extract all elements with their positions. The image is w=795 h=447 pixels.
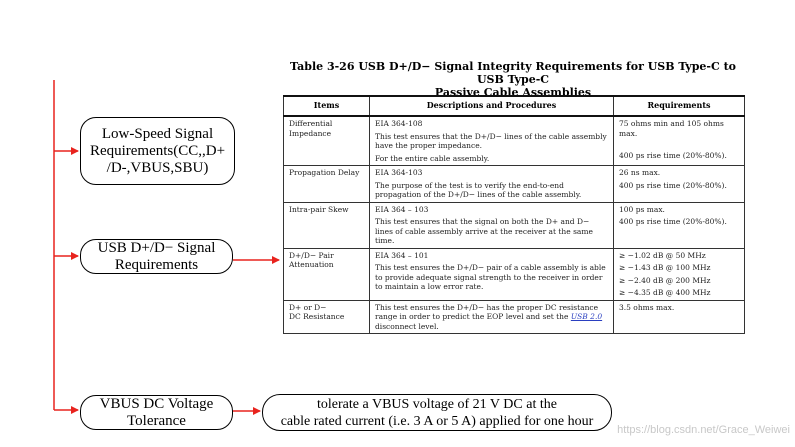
- row-desc: EIA 364-103: [375, 168, 423, 177]
- row-item-cell: [284, 116, 370, 166]
- row-req: 400 ps rise time (20%-80%).: [619, 151, 727, 160]
- node-tol-line-1: tolerate a VBUS voltage of 21 V DC at the: [317, 396, 557, 412]
- node-vbus-dc-voltage: [80, 395, 233, 430]
- row-req: 400 ps rise time (20%-80%).: [619, 180, 727, 190]
- row-item-cell: [284, 202, 370, 248]
- watermark-text: https://blog.csdn.net/Grace_Weiwei: [617, 424, 790, 436]
- row-req-cell: [614, 300, 745, 334]
- row-req: 75 ohms min and 105 ohms max.: [619, 119, 724, 138]
- row-item: D+ or D−: [289, 302, 327, 312]
- node-usb-dp-signal: [80, 239, 233, 274]
- row-desc: This test ensures that the D+/D− lines of the cable assembly have the proper impedance.: [375, 131, 607, 150]
- header-requirements: Requirements: [614, 96, 745, 116]
- row-item: Intra-pair Skew: [289, 204, 349, 214]
- row-item: Attenuation: [289, 260, 334, 269]
- row-desc: This test ensures that the signal on both the D+ and D− lines of cable assembly arrive at the receiver at the same time.: [375, 217, 593, 245]
- row-item: Impedance: [289, 128, 332, 138]
- row-req-cell: [614, 248, 745, 300]
- header-items: Items: [284, 96, 370, 116]
- node-dp-line-1: USB D+/D− Signal: [97, 239, 216, 256]
- row-desc-cell: [370, 248, 614, 300]
- table-row: [284, 202, 745, 248]
- row-desc: For the entire cable assembly.: [375, 153, 490, 163]
- node-low-line-1: Low-Speed Signal: [101, 125, 214, 142]
- table-title-line-1: Table 3-26 USB D+/D− Signal Integrity Requirements for USB Type-C to USB Type-C: [290, 60, 736, 86]
- row-req: ≥ −4.35 dB @ 400 MHz: [619, 288, 711, 297]
- row-desc: This test ensures the D+/D− has the proper DC resistance range in order to predict the EOP level and set the: [375, 302, 599, 321]
- row-desc-cell: [370, 300, 614, 334]
- table-row: [284, 166, 745, 203]
- node-dp-line-2: Requirements: [114, 256, 199, 273]
- row-req: 100 ps max.: [619, 204, 665, 214]
- node-vbus-line-1: VBUS DC Voltage: [99, 395, 214, 412]
- node-low-speed-signal: [80, 117, 235, 185]
- table-row: [284, 248, 745, 300]
- row-item-cell: [284, 248, 370, 300]
- row-item: DC Resistance: [289, 312, 345, 321]
- row-item: Propagation Delay: [289, 168, 360, 177]
- row-item-cell: [284, 166, 370, 203]
- row-req: 3.5 ohms max.: [619, 302, 675, 312]
- table-title-line-2: Passive Cable Assemblies: [434, 86, 592, 99]
- row-req: ≥ −1.02 dB @ 50 MHz: [619, 250, 706, 260]
- row-req-cell: [614, 202, 745, 248]
- usb-2-link[interactable]: USB 2.0: [570, 312, 603, 321]
- row-desc: EIA 364 – 103: [375, 204, 429, 214]
- row-desc-cell: [370, 202, 614, 248]
- table-title: [282, 60, 744, 99]
- row-req: ≥ −2.40 dB @ 200 MHz: [619, 275, 711, 285]
- requirements-table: [283, 95, 745, 334]
- table-row: [284, 116, 745, 166]
- row-req-cell: [614, 116, 745, 166]
- node-vbus-line-2: Tolerance: [127, 412, 186, 429]
- row-desc-cell: [370, 116, 614, 166]
- node-low-line-2: Requirements(CC,,D+: [89, 142, 226, 159]
- row-desc: The purpose of the test is to verify the end-to-end propagation of the D+/D− lines of the cable assembly.: [375, 180, 582, 199]
- row-desc-cell: [370, 166, 614, 203]
- row-req: 400 ps rise time (20%-80%).: [619, 217, 727, 226]
- row-desc: disconnect level.: [375, 321, 439, 331]
- row-req: 26 ns max.: [619, 168, 661, 177]
- row-item-cell: [284, 300, 370, 334]
- table-header-row: [284, 96, 745, 116]
- header-descriptions: Descriptions and Procedures: [370, 96, 614, 116]
- row-req: ≥ −1.43 dB @ 100 MHz: [619, 263, 711, 272]
- node-low-line-3: /D-,VBUS,SBU): [106, 159, 209, 176]
- row-item: Differential: [289, 119, 333, 128]
- row-desc: This test ensures the D+/D− pair of a cable assembly is able to provide adequate signal strength to the receiver in order to maintain a low error rate.: [375, 263, 606, 291]
- row-desc: EIA 364 – 101: [375, 250, 429, 260]
- row-desc: EIA 364-108: [375, 119, 423, 128]
- node-tol-line-2: cable rated current (i.e. 3 A or 5 A) applied for one hour: [280, 413, 594, 429]
- row-req-cell: [614, 166, 745, 203]
- table-row: [284, 300, 745, 334]
- row-item: D+/D− Pair: [289, 250, 334, 260]
